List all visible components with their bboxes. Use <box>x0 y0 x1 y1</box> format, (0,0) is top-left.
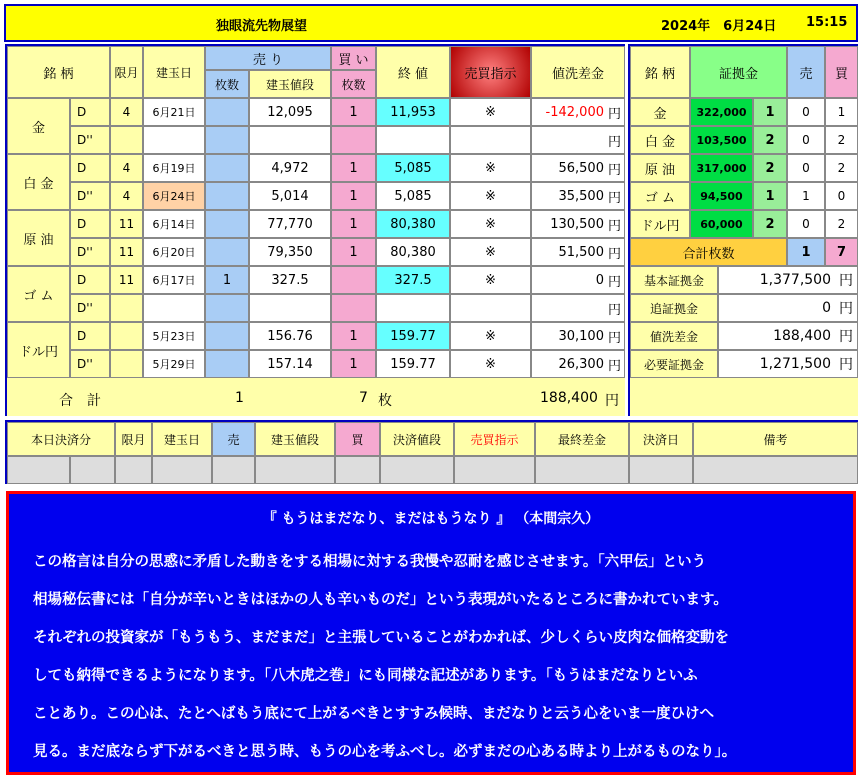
margin-buy: 2 <box>825 210 858 238</box>
margin-amount: 103,500 <box>690 126 753 154</box>
row-close-price: 5,085 <box>376 182 450 210</box>
row-buy-qty <box>331 294 376 322</box>
settle-empty-cell <box>693 456 858 484</box>
header-kai: 買 い <box>331 46 376 70</box>
row-entry-price: 157.14 <box>249 350 331 378</box>
proverb-line: しても納得できるようになります。「八木虎之巻」にも同様な記述があります。「もうはまだなりといふ <box>33 668 698 684</box>
row-close-price: 11,953 <box>376 98 450 126</box>
row-sell-qty: 1 <box>205 266 249 294</box>
row-entry-price: 5,014 <box>249 182 331 210</box>
total-yen: 円 <box>605 393 619 409</box>
settle-header-date: 建玉日 <box>152 422 212 456</box>
row-buy-qty: 1 <box>331 238 376 266</box>
total-label: 合 計 <box>59 393 101 409</box>
proverb-title: 『 もうはまだなり、まだはもうなり 』 （本間宗久） <box>262 511 600 527</box>
row-close-price: 5,085 <box>376 154 450 182</box>
row-buy-qty: 1 <box>331 98 376 126</box>
row-diff-unit: 円 <box>607 358 621 374</box>
total-sell: 1 <box>235 390 244 406</box>
date-label: 2024年 6月24日 <box>661 19 777 34</box>
settle-empty-cell <box>212 456 255 484</box>
row-diff <box>531 350 625 378</box>
header-baibai: 売買指示 <box>450 46 531 98</box>
row-diff-value: 35,500 <box>558 188 604 204</box>
row-buy-qty <box>331 126 376 154</box>
header-maisu-sell: 枚数 <box>205 70 249 98</box>
settle-empty-cell <box>7 456 70 484</box>
row-diff-value: 56,500 <box>558 160 604 176</box>
row-diff-unit: 円 <box>607 218 621 234</box>
row-month: 11 <box>110 266 143 294</box>
summary-unit: 円 <box>839 357 853 373</box>
row-date: 6月21日 <box>143 98 205 126</box>
settle-header-month: 限月 <box>115 422 152 456</box>
margin-header-kai: 買 <box>825 46 858 98</box>
proverb-line: ことあり。この心は、たとへばもう底にて上がるべきとすすみ候時、まだなりと云う心をいま一度ひけへ <box>33 706 715 722</box>
summary-unit: 円 <box>839 301 853 317</box>
row-diff-unit: 円 <box>607 330 621 346</box>
margin-commodity: ゴ ム <box>630 182 690 210</box>
commodity-name: 原 油 <box>7 210 70 266</box>
row-diff-value: 0 <box>595 272 604 288</box>
header-tategyoku: 建玉値段 <box>249 70 331 98</box>
row-entry-price <box>249 126 331 154</box>
row-diff <box>531 182 625 210</box>
row-diff-unit: 円 <box>607 106 621 122</box>
settle-empty-cell <box>70 456 115 484</box>
proverb-line: 相場秘伝書には「自分が辛いときはほかの人も辛いものだ」という表現がいたるところに書かれています。 <box>33 592 728 608</box>
row-type: D <box>70 210 110 238</box>
summary-amount: 188,400 <box>773 328 831 344</box>
row-diff <box>531 126 625 154</box>
margin-header-meigara: 銘 柄 <box>630 46 690 98</box>
page-title: 独眼流先物展望 <box>216 19 308 34</box>
row-date: 5月29日 <box>143 350 205 378</box>
commodity-name: 金 <box>7 98 70 154</box>
row-sign: ※ <box>450 210 531 238</box>
row-diff <box>531 154 625 182</box>
settlement-grid <box>5 420 858 484</box>
row-sign: ※ <box>450 182 531 210</box>
row-sign <box>450 294 531 322</box>
header-tatebi: 建玉日 <box>143 46 205 98</box>
row-diff-unit: 円 <box>607 190 621 206</box>
row-sign <box>450 126 531 154</box>
margin-qty: 2 <box>753 210 787 238</box>
row-diff-unit: 円 <box>607 302 621 318</box>
settle-empty-cell <box>629 456 693 484</box>
header-meigara: 銘 柄 <box>7 46 110 98</box>
settle-empty-cell <box>152 456 212 484</box>
row-diff-unit: 円 <box>607 162 621 178</box>
margin-commodity: ドル円 <box>630 210 690 238</box>
row-sell-qty <box>205 98 249 126</box>
row-sign: ※ <box>450 154 531 182</box>
settle-header-instruction: 売買指示 <box>454 422 535 456</box>
row-month: 4 <box>110 182 143 210</box>
row-diff-value: 30,100 <box>558 328 604 344</box>
row-sell-qty <box>205 154 249 182</box>
total-unit: 枚 <box>378 393 392 409</box>
margin-qty: 1 <box>753 182 787 210</box>
row-close-price: 80,380 <box>376 238 450 266</box>
row-entry-price: 77,770 <box>249 210 331 238</box>
row-entry-price: 4,972 <box>249 154 331 182</box>
total-diff: 188,400 <box>540 390 598 406</box>
row-type: D'' <box>70 350 110 378</box>
row-buy-qty: 1 <box>331 182 376 210</box>
row-type: D'' <box>70 182 110 210</box>
row-close-price: 80,380 <box>376 210 450 238</box>
row-month <box>110 322 143 350</box>
summary-value <box>718 266 858 294</box>
row-sell-qty <box>205 322 249 350</box>
total-row <box>7 378 625 416</box>
row-month: 4 <box>110 98 143 126</box>
commodity-name: ドル円 <box>7 322 70 378</box>
row-sell-qty <box>205 210 249 238</box>
row-month: 11 <box>110 210 143 238</box>
summary-amount: 1,271,500 <box>759 356 831 372</box>
summary-label: 必要証拠金 <box>630 350 718 378</box>
row-diff-value: 51,500 <box>558 244 604 260</box>
settle-header-final: 最終差金 <box>535 422 629 456</box>
margin-buy: 1 <box>825 98 858 126</box>
summary-label: 値洗差金 <box>630 322 718 350</box>
header-maisu-buy: 枚数 <box>331 70 376 98</box>
row-date: 6月19日 <box>143 154 205 182</box>
row-buy-qty: 1 <box>331 210 376 238</box>
row-diff <box>531 238 625 266</box>
margin-sell: 0 <box>787 154 825 182</box>
row-sign: ※ <box>450 350 531 378</box>
settle-header-buy: 買 <box>335 422 380 456</box>
margin-commodity: 原 油 <box>630 154 690 182</box>
margin-amount: 94,500 <box>690 182 753 210</box>
row-entry-price: 156.76 <box>249 322 331 350</box>
margin-footer <box>630 378 858 416</box>
time-label: 15:15 <box>806 15 848 30</box>
row-date: 6月17日 <box>143 266 205 294</box>
margin-sell: 0 <box>787 210 825 238</box>
margin-qty: 2 <box>753 154 787 182</box>
row-diff-unit: 円 <box>607 134 621 150</box>
margin-header-shokokin: 証拠金 <box>690 46 787 98</box>
margin-amount: 317,000 <box>690 154 753 182</box>
summary-value <box>718 350 858 378</box>
row-sign: ※ <box>450 98 531 126</box>
header-gengetsu: 限月 <box>110 46 143 98</box>
settle-empty-cell <box>535 456 629 484</box>
row-close-price <box>376 294 450 322</box>
row-month: 4 <box>110 154 143 182</box>
row-date: 5月23日 <box>143 322 205 350</box>
row-close-price: 327.5 <box>376 266 450 294</box>
summary-label: 基本証拠金 <box>630 266 718 294</box>
margin-grid <box>628 44 858 416</box>
row-diff-unit: 円 <box>607 274 621 290</box>
settle-header-price: 建玉値段 <box>255 422 335 456</box>
total-buy: 7 <box>359 390 368 406</box>
margin-buy: 2 <box>825 154 858 182</box>
row-month: 11 <box>110 238 143 266</box>
margin-commodity: 金 <box>630 98 690 126</box>
row-type: D <box>70 266 110 294</box>
row-close-price <box>376 126 450 154</box>
settle-header-settle-price: 決済値段 <box>380 422 454 456</box>
commodity-name: ゴ ム <box>7 266 70 322</box>
row-diff-value: 130,500 <box>550 216 604 232</box>
row-diff-value: 26,300 <box>558 356 604 372</box>
row-entry-price: 327.5 <box>249 266 331 294</box>
row-sell-qty <box>205 350 249 378</box>
proverb-line: それぞれの投資家が「もうもう、まだまだ」と主張していることがわかれば、少しくらい皮肉な価格変動を <box>33 630 729 646</box>
row-type: D'' <box>70 126 110 154</box>
settle-empty-cell <box>454 456 535 484</box>
row-sell-qty <box>205 126 249 154</box>
row-diff <box>531 266 625 294</box>
row-diff-value: -142,000 <box>545 104 604 120</box>
margin-sell: 0 <box>787 98 825 126</box>
title-bar <box>4 4 858 42</box>
row-buy-qty: 1 <box>331 154 376 182</box>
settle-header-sell: 売 <box>212 422 255 456</box>
row-diff <box>531 294 625 322</box>
margin-buy: 0 <box>825 182 858 210</box>
margin-sell: 1 <box>787 182 825 210</box>
row-type: D'' <box>70 294 110 322</box>
row-buy-qty: 1 <box>331 350 376 378</box>
summary-value <box>718 322 858 350</box>
row-sign: ※ <box>450 322 531 350</box>
row-type: D <box>70 154 110 182</box>
row-date: 6月20日 <box>143 238 205 266</box>
row-type: D <box>70 98 110 126</box>
summary-value <box>718 294 858 322</box>
settle-header-label: 本日決済分 <box>7 422 115 456</box>
row-close-price: 159.77 <box>376 350 450 378</box>
margin-amount: 60,000 <box>690 210 753 238</box>
row-diff-unit: 円 <box>607 246 621 262</box>
row-sell-qty <box>205 238 249 266</box>
summary-unit: 円 <box>839 273 853 289</box>
row-buy-qty: 1 <box>331 322 376 350</box>
summary-amount: 1,377,500 <box>759 272 831 288</box>
settle-empty-cell <box>380 456 454 484</box>
margin-amount: 322,000 <box>690 98 753 126</box>
summary-unit: 円 <box>839 329 853 345</box>
margin-buy: 2 <box>825 126 858 154</box>
row-entry-price <box>249 294 331 322</box>
row-diff <box>531 322 625 350</box>
total-count-buy: 7 <box>825 238 858 266</box>
row-sell-qty <box>205 182 249 210</box>
commodity-name: 白 金 <box>7 154 70 210</box>
summary-amount: 0 <box>822 300 831 316</box>
row-diff <box>531 210 625 238</box>
margin-qty: 1 <box>753 98 787 126</box>
proverb-line: この格言は自分の思惑に矛盾した動きをする相場に対する我慢や忍耐を感じさせます。「六甲伝」という <box>33 554 707 570</box>
row-date: 6月14日 <box>143 210 205 238</box>
row-month <box>110 294 143 322</box>
margin-qty: 2 <box>753 126 787 154</box>
settle-empty-cell <box>335 456 380 484</box>
settle-header-settle-date: 決済日 <box>629 422 693 456</box>
total-count-label: 合計枚数 <box>630 238 787 266</box>
row-type: D <box>70 322 110 350</box>
row-sign: ※ <box>450 266 531 294</box>
row-entry-price: 12,095 <box>249 98 331 126</box>
summary-label: 追証拠金 <box>630 294 718 322</box>
header-uri: 売 り <box>205 46 331 70</box>
header-owarine: 終 値 <box>376 46 450 98</box>
proverb-line: 見る。まだ底ならず下がるべきと思う時、もうの心を考ふべし。必ずまだの心ある時より上がるものなり」。 <box>33 744 737 760</box>
total-count-sell: 1 <box>787 238 825 266</box>
row-date <box>143 294 205 322</box>
row-month <box>110 350 143 378</box>
row-entry-price: 79,350 <box>249 238 331 266</box>
row-buy-qty <box>331 266 376 294</box>
positions-grid <box>5 44 625 416</box>
row-month <box>110 126 143 154</box>
row-date: 6月24日 <box>143 182 205 210</box>
settle-empty-cell <box>115 456 152 484</box>
row-sign: ※ <box>450 238 531 266</box>
margin-sell: 0 <box>787 126 825 154</box>
margin-commodity: 白 金 <box>630 126 690 154</box>
row-type: D'' <box>70 238 110 266</box>
header-neararai: 値洗差金 <box>531 46 625 98</box>
row-date <box>143 126 205 154</box>
row-sell-qty <box>205 294 249 322</box>
row-diff <box>531 98 625 126</box>
margin-header-uri: 売 <box>787 46 825 98</box>
row-close-price: 159.77 <box>376 322 450 350</box>
proverb-box <box>6 491 856 775</box>
settle-header-notes: 備考 <box>693 422 858 456</box>
settle-empty-cell <box>255 456 335 484</box>
